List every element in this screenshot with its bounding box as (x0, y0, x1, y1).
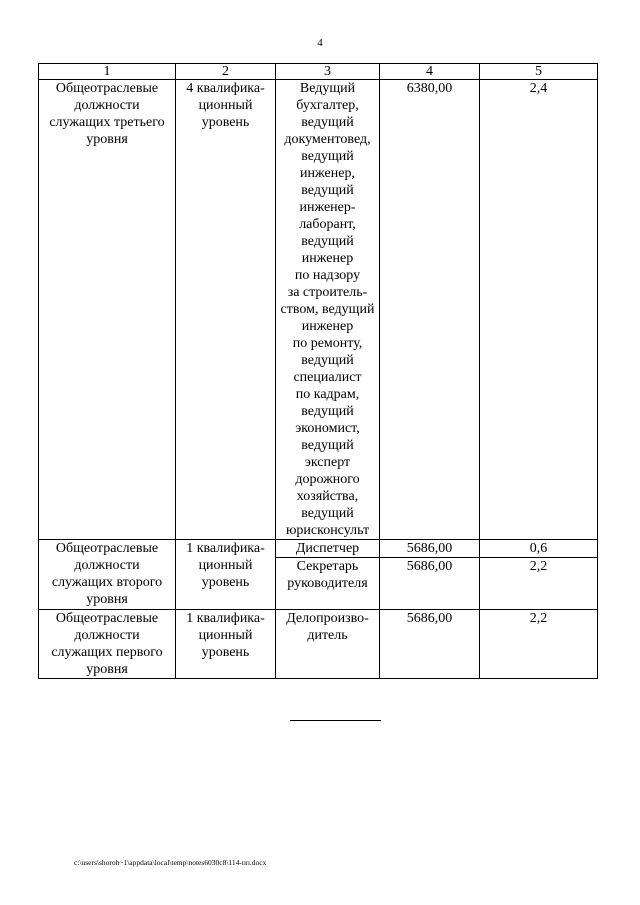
table-header-row (39, 64, 598, 80)
positions-cell: Секретарь руководителя (276, 558, 380, 610)
qualification-cell: 1 квалифика- ционный уровень (176, 540, 276, 610)
table-row (39, 80, 598, 540)
header-cell-4: 4 (380, 64, 480, 80)
table-row (39, 540, 598, 558)
group-name-cell: Общеотраслевые должности служащих второго уровня (39, 540, 176, 610)
header-cell-2: 2 (176, 64, 276, 80)
header-cell-1: 1 (39, 64, 176, 80)
positions-cell: Делопроизво- дитель (276, 610, 380, 679)
positions-salary-table (38, 63, 598, 679)
footer-file-path: c:\users\shoroh~1\appdata\local\temp\notes6030c8\114-пп.docx (74, 858, 267, 867)
header-cell-5: 5 (480, 64, 598, 80)
table-row (39, 610, 598, 679)
group-name-cell: Общеотраслевые должности служащих первого уровня (39, 610, 176, 679)
positions-cell: Диспетчер (276, 540, 380, 558)
coefficient-cell: 2,4 (480, 80, 598, 540)
coefficient-cell: 2,2 (480, 610, 598, 679)
positions-cell: Ведущий бухгалтер, ведущий документовед, ведущий инженер, ведущий инженер- лаборант, ведущий инженер по надзору за строитель- ством, ведущий инженер по ремонту, ведущий специалист по кадрам, ведущий экономист, ведущий эксперт дорожного хозяйства, ведущий юрисконсульт (276, 80, 380, 540)
salary-cell: 6380,00 (380, 80, 480, 540)
header-cell-3: 3 (276, 64, 380, 80)
page-number: 4 (317, 37, 323, 49)
qualification-cell: 4 квалифика- ционный уровень (176, 80, 276, 540)
qualification-cell: 1 квалифика- ционный уровень (176, 610, 276, 679)
salary-cell: 5686,00 (380, 540, 480, 558)
coefficient-cell: 0,6 (480, 540, 598, 558)
end-of-document-rule (290, 720, 381, 721)
group-name-cell: Общеотраслевые должности служащих третьего уровня (39, 80, 176, 540)
salary-cell: 5686,00 (380, 610, 480, 679)
coefficient-cell: 2,2 (480, 558, 598, 610)
salary-cell: 5686,00 (380, 558, 480, 610)
